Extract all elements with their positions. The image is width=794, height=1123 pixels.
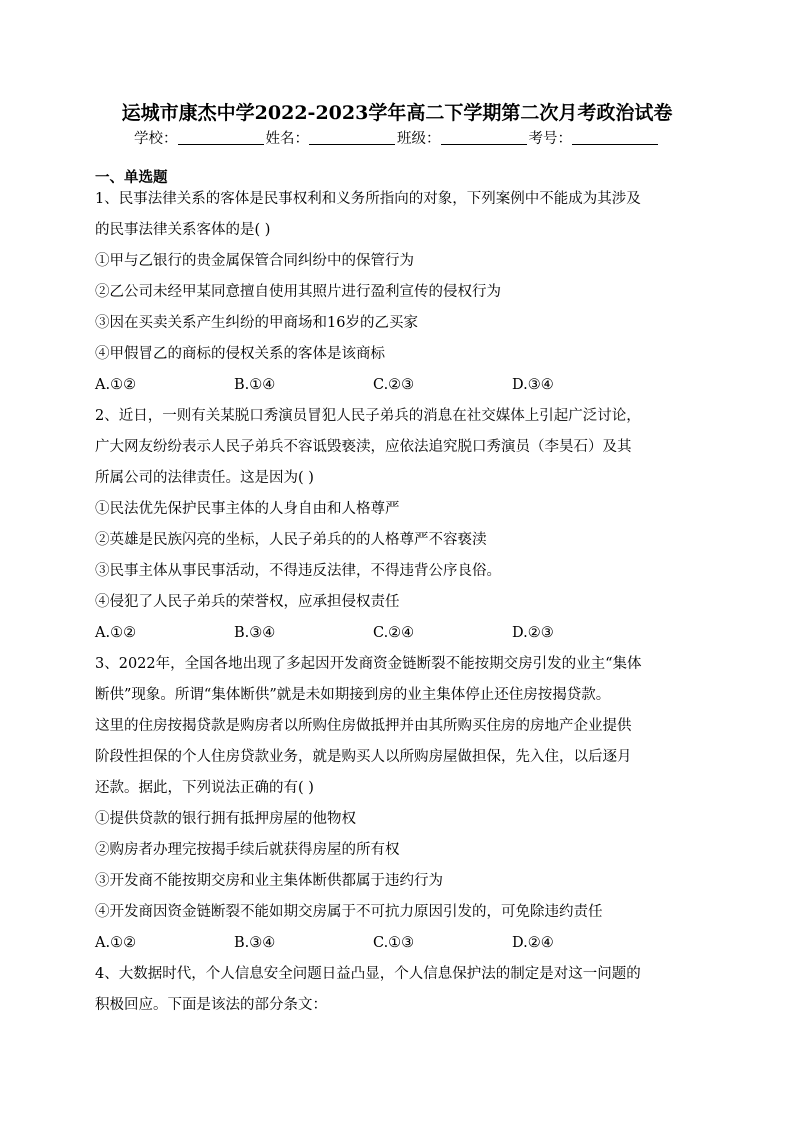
question-stem-line: 4、大数据时代，个人信息安全问题日益凸显，个人信息保护法的制定是对这一问题的 [95,966,641,982]
option-c[interactable]: C.①③ [373,935,415,951]
question-1 [95,184,705,401]
question-item: ③因在买卖关系产生纠纷的甲商场和16岁的乙买家 [95,315,418,331]
option-b[interactable]: B.③④ [234,625,276,641]
option-b[interactable]: B.③④ [234,935,276,951]
name-label: 姓名： [265,131,309,147]
option-d[interactable]: D.②④ [512,935,554,951]
questions-area [95,184,705,1021]
exam-title: 运城市康杰中学2022-2023学年高二下学期第二次月考政治试卷 [121,102,673,124]
exam-number-label: 考号： [528,131,572,147]
answer-options [95,928,705,959]
question-stem-line: 积极回应。下面是该法的部分条文： [95,997,327,1013]
section-heading: 一、单选题 [95,169,168,186]
question-item: ②乙公司未经甲某同意擅自使用其照片进行盈利宣传的侵权行为 [95,284,501,300]
option-d[interactable]: D.②③ [512,625,554,641]
exam-number-blank[interactable] [572,130,658,145]
question-stem-line: 这里的住房按揭贷款是购房者以所购住房做抵押并由其所购买住房的房地产企业提供 [95,718,632,734]
question-item: ③民事主体从事民事活动，不得违反法律，不得违背公序良俗。 [95,563,501,579]
school-label: 学校： [134,131,178,147]
question-stem-line: 1、民事法律关系的客体是民事权利和义务所指向的对象，下列案例中不能成为其涉及 [95,191,641,207]
question-4 [95,959,705,1021]
school-blank[interactable] [178,130,264,145]
question-stem-line: 还款。据此，下列说法正确的有( ) [95,780,314,796]
answer-options [95,618,705,649]
question-stem-line: 3、2022年，全国各地出现了多起因开发商资金链断裂不能按期交房引发的业主“集体 [95,656,642,672]
class-blank[interactable] [441,130,527,145]
question-item: ①提供贷款的银行拥有抵押房屋的他物权 [95,811,356,827]
question-item: ④甲假冒乙的商标的侵权关系的客体是该商标 [95,346,385,362]
question-stem-line: 广大网友纷纷表示人民子弟兵不容诋毁亵渎，应依法追究脱口秀演员（李昊石）及其 [95,439,632,455]
option-a[interactable]: A.①② [95,935,137,951]
question-stem-line: 2、近日，一则有关某脱口秀演员冒犯人民子弟兵的消息在社交媒体上引起广泛讨论， [95,408,641,424]
question-item: ①民法优先保护民事主体的人身自由和人格尊严 [95,501,400,517]
question-stem-line: 的民事法律关系客体的是( ) [95,222,271,238]
option-c[interactable]: C.②④ [373,625,415,641]
option-d[interactable]: D.③④ [512,377,554,393]
option-a[interactable]: A.①② [95,377,137,393]
class-label: 班级： [397,131,441,147]
option-b[interactable]: B.①④ [234,377,276,393]
question-stem-line: 阶段性担保的个人住房贷款业务，就是购买人以所购房屋做担保，先入住，以后逐月 [95,749,632,765]
option-a[interactable]: A.①② [95,625,137,641]
question-item: ②英雄是民族闪亮的坐标，人民子弟兵的的人格尊严不容亵渎 [95,532,487,548]
question-item: ②购房者办理完按揭手续后就获得房屋的所有权 [95,842,400,858]
student-info-row [0,127,794,148]
question-item: ④侵犯了人民子弟兵的荣誉权，应承担侵权责任 [95,594,400,610]
question-item: ④开发商因资金链断裂不能如期交房属于不可抗力原因引发的，可免除违约责任 [95,904,603,920]
question-item: ③开发商不能按期交房和业主集体断供都属于违约行为 [95,873,443,889]
question-2 [95,401,705,649]
question-3 [95,649,705,959]
question-item: ①甲与乙银行的贵金属保管合同纠纷中的保管行为 [95,253,414,269]
name-blank[interactable] [309,130,395,145]
option-c[interactable]: C.②③ [373,377,415,393]
question-stem-line: 所属公司的法律责任。这是因为( ) [95,470,314,486]
answer-options [95,370,705,401]
question-stem-line: 断供”现象。所谓“集体断供”就是未如期接到房的业主集体停止还住房按揭贷款。 [95,687,611,703]
